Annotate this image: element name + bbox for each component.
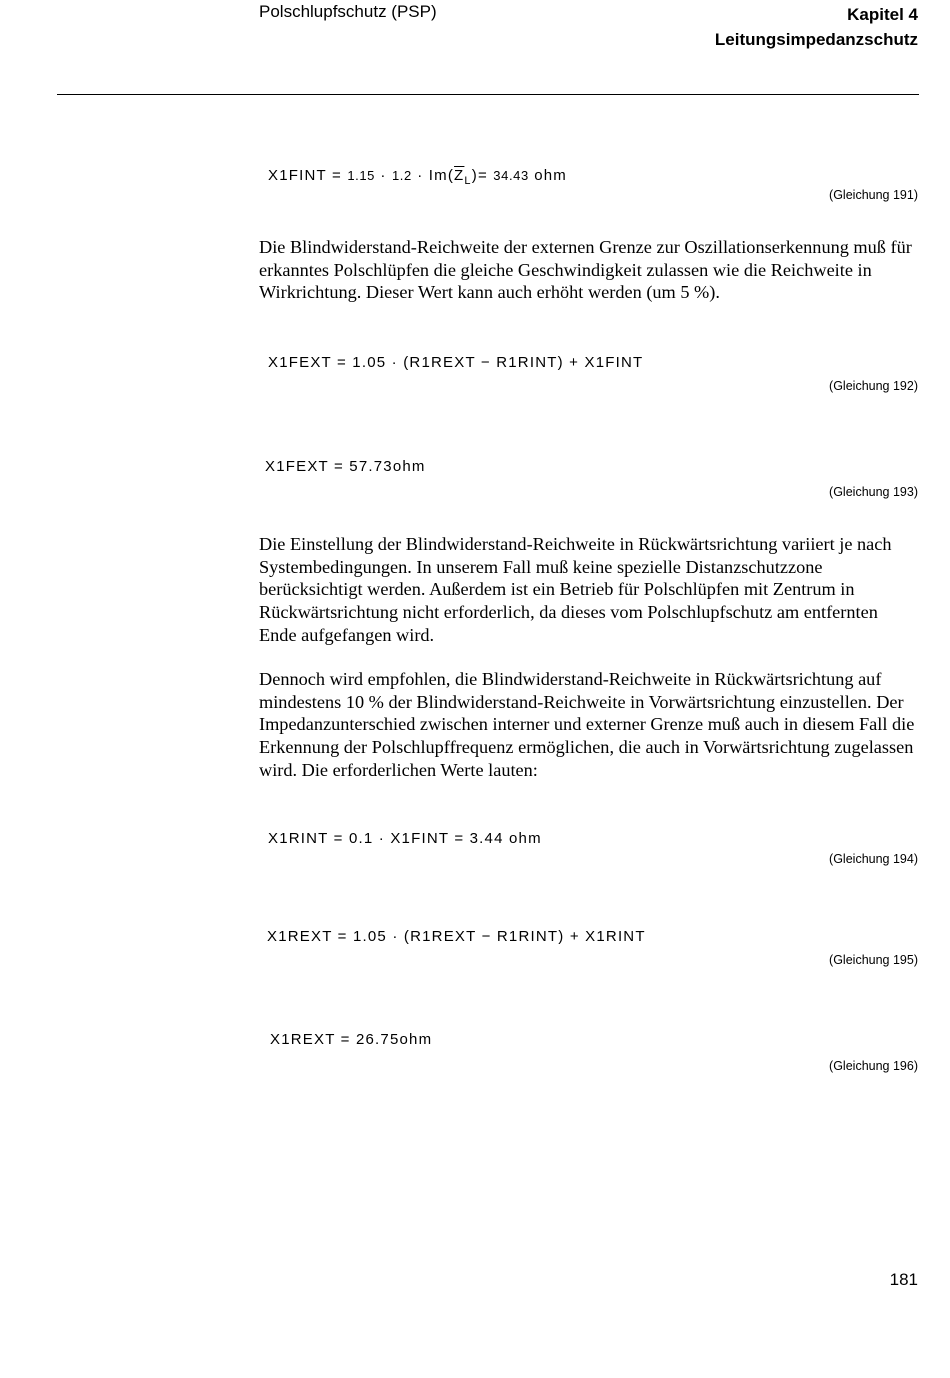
- running-header-chapter: [715, 2, 918, 52]
- eq191-func: Im: [428, 167, 448, 184]
- chapter-title: Leitungsimpedanzschutz: [714, 30, 918, 49]
- equation-192: X1FEXT = 1.05 · (R1REXT − R1RINT) + X1FINT: [268, 354, 644, 371]
- eq191-sub: L: [464, 175, 472, 187]
- equation-193: X1FEXT = 57.73ohm: [265, 458, 426, 475]
- eq191-unit: ohm: [534, 167, 567, 184]
- equation-191: X1FINT = $1.15 \cdot 1.2 \cdot Im(\overline{Z}_L)= 34.43$ ohm: [268, 167, 567, 187]
- paragraph: Dennoch wird empfohlen, die Blindwiderstand-Reichweite in Rückwärtsrichtung auf mindestens 10 % der Blindwiderstand-Reichweite in Vorwärtsrichtung einzustellen. Der Impedanzunterschied zwischen interner und externer Grenze muß auch in diesem Fall die Erkennung der Polschlupffrequenz ermöglichen, die auch in Vorwärtsrichtung zugelassen wird. Die erforderlichen Werte lauten:: [259, 669, 915, 780]
- eq191-factor-b: 1.2: [391, 168, 412, 183]
- equation-194: X1RINT = 0.1 · X1FINT = 3.44 ohm: [268, 830, 542, 847]
- paragraph: Die Blindwiderstand-Reichweite der externen Grenze zur Oszillationserkennung muß für erkanntes Polschlüpfen die gleiche Geschwindigkeit zulassen wie die Reichweite in Wirkrichtung. Dieser Wert kann auch erhöht werden (um 5 %).: [259, 237, 912, 303]
- equation-196: X1REXT = 26.75ohm: [270, 1031, 433, 1048]
- equation-number: (Gleichung 195): [829, 953, 918, 967]
- equation-number: (Gleichung 191): [829, 188, 918, 202]
- header-rule: [57, 94, 919, 95]
- running-header-section: Polschlupfschutz (PSP): [259, 2, 437, 21]
- equation-number: (Gleichung 192): [829, 379, 918, 393]
- chapter-number: Kapitel 4: [847, 5, 918, 24]
- paragraph: Die Einstellung der Blindwiderstand-Reichweite in Rückwärtsrichtung variiert je nach Systembedingungen. In unserem Fall muß keine spezielle Distanzschutzzone berücksichtigt werden. Außerdem ist ein Betrieb für Polschlüpfen mit Zentrum in Rückwärtsrichtung nicht erforderlich, da dieses vom Polschlupfschutz am entfernten Ende aufgefangen wird.: [259, 534, 892, 645]
- eq191-result: 34.43: [493, 168, 529, 183]
- equation-number: (Gleichung 196): [829, 1059, 918, 1073]
- page-number: 181: [889, 1270, 918, 1289]
- equation-number: (Gleichung 193): [829, 485, 918, 499]
- eq191-factor-a: 1.15: [347, 168, 376, 183]
- eq191-lhs: X1FINT: [268, 167, 327, 184]
- equation-195: X1REXT = 1.05 · (R1REXT − R1RINT) + X1RINT: [267, 928, 646, 945]
- equation-number: (Gleichung 194): [829, 852, 918, 866]
- eq191-arg: $\overline{Z}$: [454, 167, 465, 184]
